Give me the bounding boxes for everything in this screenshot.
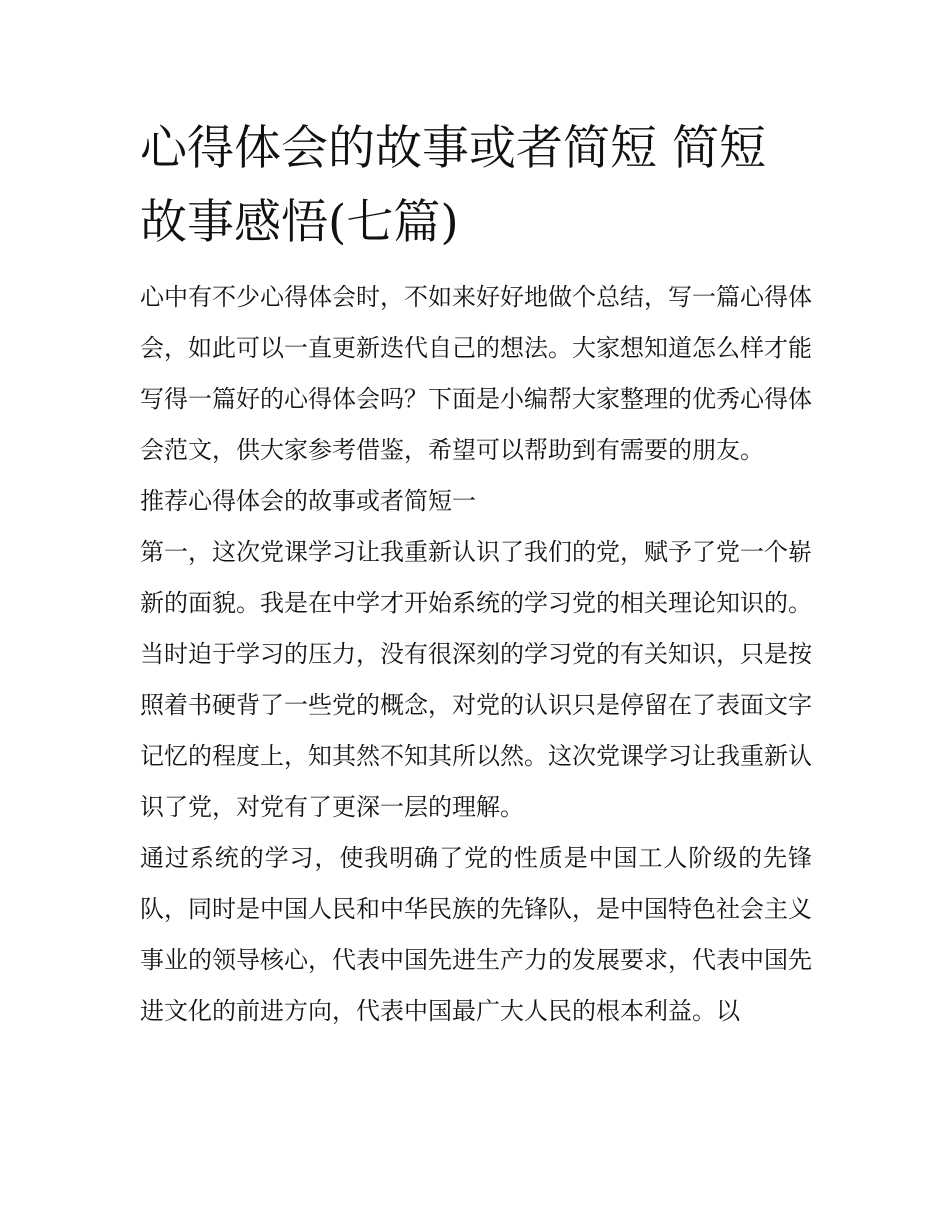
document-title: 心得体会的故事或者简短 简短故事感悟(七篇)	[140, 121, 766, 250]
intro-paragraph: 心中有不少心得体会时，不如来好好地做个总结，写一篇心得体会，如此可以一直更新迭代自己的想法。大家想知道怎么样才能写得一篇好的心得体会吗？下面是小编帮大家整理的优秀心得体会范文，供大家参考借鉴，希望可以帮助到有需要的朋友。	[140, 283, 812, 464]
body-paragraph: 通过系统的学习，使我明确了党的性质是中国工人阶级的先锋队，同时是中国人民和中华民族的先锋队，是中国特色社会主义事业的领导核心，代表中国先进生产力的发展要求，代表中国先进文化的前进方向，代表中国最广大人民的根本利益。以	[140, 844, 812, 1025]
section-heading: 推荐心得体会的故事或者简短一	[140, 487, 476, 515]
document-content	[140, 112, 812, 1037]
document-body	[140, 272, 812, 1037]
body-paragraph: 第一，这次党课学习让我重新认识了我们的党，赋予了党一个崭新的面貌。我是在中学才开始系统的学习党的相关理论知识的。当时迫于学习的压力，没有很深刻的学习党的有关知识，只是按照着书硬背了一些党的概念，对党的认识只是停留在了表面文字记忆的程度上，知其然不知其所以然。这次党课学习让我重新认识了党，对党有了更深一层的理解。	[140, 538, 812, 821]
